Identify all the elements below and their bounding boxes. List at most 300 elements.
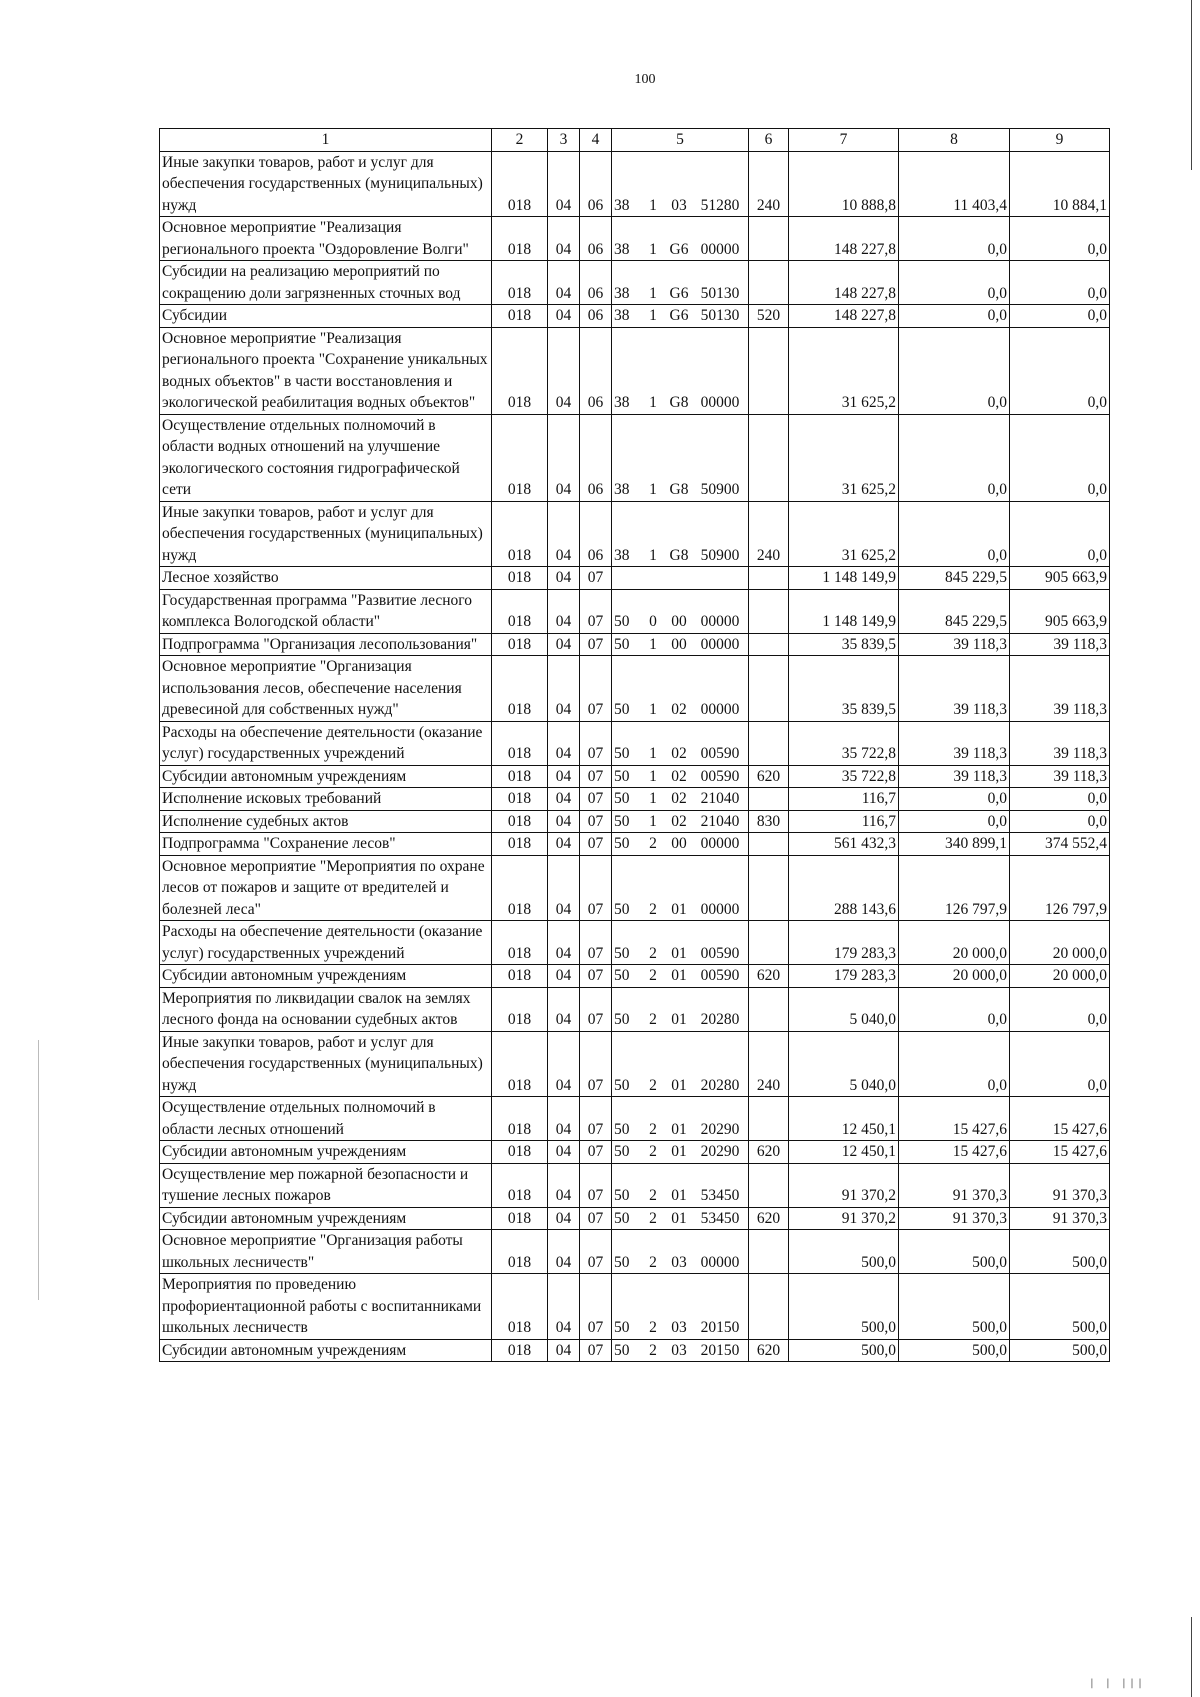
cell-amount-year-2: 39 118,3 (899, 633, 1010, 656)
target-direction: 00000 (700, 701, 740, 718)
cell-ministry-code: 018 (492, 810, 548, 833)
cell-amount-year-3: 0,0 (1010, 1031, 1110, 1097)
target-subprogram: 2 (649, 900, 657, 918)
cell-amount-year-2: 500,0 (899, 1339, 1010, 1362)
table-row (160, 567, 1110, 590)
table-row (160, 217, 1110, 261)
cell-amount-year-1: 35 722,8 (789, 721, 899, 765)
cell-amount-year-3: 10 884,1 (1010, 151, 1110, 217)
cell-amount-year-3: 500,0 (1010, 1274, 1110, 1340)
cell-ministry-code: 018 (492, 151, 548, 217)
target-direction: 50130 (700, 284, 740, 302)
target-activity: 03 (671, 1341, 687, 1359)
target-direction: 50130 (700, 307, 740, 324)
cell-section: 04 (548, 1031, 580, 1097)
row-name: Основное мероприятие "Организация работы школьных лесничеств" (160, 1230, 492, 1274)
cell-amount-year-3: 0,0 (1010, 987, 1110, 1031)
cell-amount-year-2: 0,0 (899, 261, 1010, 305)
target-direction: 20150 (700, 1341, 740, 1359)
target-program: 50 (614, 790, 630, 807)
cell-amount-year-1: 5 040,0 (789, 1031, 899, 1097)
header-cell-2: 2 (492, 129, 548, 152)
cell-section: 04 (548, 1163, 580, 1207)
cell-subsection: 07 (580, 788, 612, 811)
cell-subsection: 07 (580, 1163, 612, 1207)
cell-expense-type (749, 721, 789, 765)
target-activity: 03 (671, 196, 687, 214)
cell-ministry-code: 018 (492, 501, 548, 567)
target-activity: G8 (669, 394, 689, 411)
target-program: 50 (614, 613, 630, 630)
cell-section: 04 (548, 414, 580, 501)
target-subprogram: 1 (649, 635, 657, 653)
target-direction: 00590 (700, 767, 740, 785)
cell-amount-year-1: 179 283,3 (789, 921, 899, 965)
cell-expense-type: 620 (749, 1339, 789, 1362)
cell-amount-year-2: 0,0 (899, 1031, 1010, 1097)
cell-expense-type: 620 (749, 965, 789, 988)
target-activity: 02 (671, 745, 687, 762)
cell-amount-year-3: 374 552,4 (1010, 833, 1110, 856)
target-direction: 00000 (700, 835, 740, 852)
cell-section: 04 (548, 833, 580, 856)
target-activity: G8 (669, 546, 689, 564)
row-name: Мероприятия по ликвидации свалок на землях лесного фонда на основании судебных актов (160, 987, 492, 1031)
cell-amount-year-2: 845 229,5 (899, 589, 1010, 633)
cell-section: 04 (548, 217, 580, 261)
cell-subsection: 07 (580, 721, 612, 765)
scan-edge-mark-bottom (1191, 1617, 1192, 1697)
target-direction: 00000 (700, 1253, 740, 1271)
cell-amount-year-3: 39 118,3 (1010, 656, 1110, 722)
cell-ministry-code: 018 (492, 965, 548, 988)
cell-ministry-code: 018 (492, 656, 548, 722)
table-row (160, 633, 1110, 656)
target-subprogram: 2 (649, 1341, 657, 1359)
cell-amount-year-2: 91 370,3 (899, 1207, 1010, 1230)
cell-ministry-code: 018 (492, 1274, 548, 1340)
target-direction: 00000 (700, 240, 740, 258)
cell-target-article (612, 1230, 749, 1274)
cell-subsection: 06 (580, 261, 612, 305)
cell-section: 04 (548, 589, 580, 633)
cell-amount-year-2: 0,0 (899, 987, 1010, 1031)
cell-ministry-code: 018 (492, 1141, 548, 1164)
target-direction: 00000 (700, 613, 740, 630)
cell-amount-year-3: 0,0 (1010, 327, 1110, 414)
table-row (160, 788, 1110, 811)
cell-amount-year-2: 340 899,1 (899, 833, 1010, 856)
cell-expense-type: 240 (749, 151, 789, 217)
table-row (160, 810, 1110, 833)
target-subprogram: 2 (649, 835, 657, 852)
cell-amount-year-3: 0,0 (1010, 788, 1110, 811)
cell-amount-year-3: 20 000,0 (1010, 965, 1110, 988)
cell-amount-year-3: 500,0 (1010, 1230, 1110, 1274)
cell-amount-year-2: 39 118,3 (899, 656, 1010, 722)
cell-amount-year-3: 126 797,9 (1010, 855, 1110, 921)
target-direction: 20150 (700, 1319, 740, 1336)
target-direction: 20280 (700, 1076, 740, 1094)
cell-amount-year-2: 20 000,0 (899, 921, 1010, 965)
target-activity: 01 (671, 967, 687, 984)
table-row (160, 261, 1110, 305)
cell-subsection: 07 (580, 589, 612, 633)
table-row (160, 855, 1110, 921)
cell-target-article (612, 1141, 749, 1164)
cell-expense-type: 620 (749, 1141, 789, 1164)
row-name: Лесное хозяйство (160, 567, 492, 590)
cell-amount-year-3: 20 000,0 (1010, 921, 1110, 965)
target-direction: 00590 (700, 944, 740, 962)
table-header-row (160, 129, 1110, 152)
cell-section: 04 (548, 305, 580, 328)
header-cell-5: 5 (612, 129, 749, 152)
cell-amount-year-1: 35 839,5 (789, 633, 899, 656)
cell-ministry-code: 018 (492, 765, 548, 788)
cell-expense-type: 240 (749, 1031, 789, 1097)
cell-section: 04 (548, 1207, 580, 1230)
cell-ministry-code: 018 (492, 1163, 548, 1207)
cell-amount-year-2: 126 797,9 (899, 855, 1010, 921)
target-program: 50 (614, 1187, 630, 1204)
cell-subsection: 07 (580, 921, 612, 965)
cell-amount-year-1: 35 722,8 (789, 765, 899, 788)
target-activity: 02 (671, 767, 687, 785)
target-activity: 00 (671, 835, 687, 852)
header-cell-4: 4 (580, 129, 612, 152)
header-cell-7: 7 (789, 129, 899, 152)
cell-section: 04 (548, 1339, 580, 1362)
cell-amount-year-3: 91 370,3 (1010, 1163, 1110, 1207)
cell-target-article (612, 567, 749, 590)
table-row (160, 589, 1110, 633)
cell-target-article (612, 721, 749, 765)
target-subprogram: 2 (649, 1209, 657, 1227)
target-program: 50 (614, 835, 630, 852)
cell-target-article (612, 810, 749, 833)
budget-table-body (160, 129, 1110, 1362)
target-activity: 02 (671, 701, 687, 718)
cell-expense-type: 830 (749, 810, 789, 833)
cell-amount-year-2: 0,0 (899, 501, 1010, 567)
cell-target-article (612, 633, 749, 656)
target-direction: 53450 (700, 1209, 740, 1227)
target-program: 38 (614, 481, 630, 498)
cell-amount-year-1: 179 283,3 (789, 965, 899, 988)
cell-section: 04 (548, 656, 580, 722)
row-name: Субсидии автономным учреждениям (160, 1207, 492, 1230)
cell-amount-year-3: 39 118,3 (1010, 633, 1110, 656)
cell-amount-year-1: 148 227,8 (789, 217, 899, 261)
cell-amount-year-2: 20 000,0 (899, 965, 1010, 988)
table-row (160, 501, 1110, 567)
target-program: 50 (614, 745, 630, 762)
target-subprogram: 2 (649, 1319, 657, 1336)
cell-subsection: 07 (580, 633, 612, 656)
target-direction: 00000 (700, 900, 740, 918)
table-row (160, 414, 1110, 501)
cell-amount-year-3: 905 663,9 (1010, 567, 1110, 590)
row-name: Иные закупки товаров, работ и услуг для обеспечения государственных (муниципальных) нужд (160, 501, 492, 567)
table-row (160, 1207, 1110, 1230)
cell-subsection: 07 (580, 1031, 612, 1097)
table-row (160, 1097, 1110, 1141)
cell-expense-type (749, 921, 789, 965)
cell-target-article (612, 414, 749, 501)
cell-subsection: 07 (580, 656, 612, 722)
target-program: 50 (614, 900, 630, 918)
cell-subsection: 07 (580, 1141, 612, 1164)
table-row (160, 1274, 1110, 1340)
target-subprogram: 1 (649, 790, 657, 807)
cell-ministry-code: 018 (492, 305, 548, 328)
target-activity: 02 (671, 812, 687, 830)
table-row (160, 1339, 1110, 1362)
cell-ministry-code: 018 (492, 721, 548, 765)
cell-section: 04 (548, 567, 580, 590)
target-activity: 03 (671, 1319, 687, 1336)
target-program: 50 (614, 944, 630, 962)
cell-expense-type (749, 656, 789, 722)
cell-amount-year-1: 91 370,2 (789, 1163, 899, 1207)
cell-section: 04 (548, 261, 580, 305)
cell-expense-type: 240 (749, 501, 789, 567)
cell-ministry-code: 018 (492, 589, 548, 633)
target-direction: 21040 (700, 790, 740, 807)
cell-subsection: 07 (580, 855, 612, 921)
header-cell-6: 6 (749, 129, 789, 152)
cell-amount-year-3: 500,0 (1010, 1339, 1110, 1362)
target-program: 50 (614, 1341, 630, 1359)
cell-target-article (612, 987, 749, 1031)
cell-subsection: 07 (580, 1339, 612, 1362)
cell-ministry-code: 018 (492, 327, 548, 414)
page-number: 100 (634, 72, 656, 87)
cell-section: 04 (548, 1141, 580, 1164)
cell-ministry-code: 018 (492, 921, 548, 965)
cell-section: 04 (548, 151, 580, 217)
target-activity: 01 (671, 1076, 687, 1094)
row-name: Государственная программа "Развитие лесного комплекса Вологодской области" (160, 589, 492, 633)
cell-amount-year-1: 91 370,2 (789, 1207, 899, 1230)
cell-subsection: 07 (580, 1097, 612, 1141)
table-row (160, 965, 1110, 988)
cell-section: 04 (548, 965, 580, 988)
target-program: 50 (614, 1209, 630, 1227)
cell-section: 04 (548, 788, 580, 811)
row-name: Субсидии автономным учреждениям (160, 765, 492, 788)
row-name: Исполнение судебных актов (160, 810, 492, 833)
cell-amount-year-1: 116,7 (789, 810, 899, 833)
cell-subsection: 06 (580, 414, 612, 501)
target-program: 50 (614, 1253, 630, 1271)
target-program: 50 (614, 1076, 630, 1094)
cell-amount-year-2: 15 427,6 (899, 1097, 1010, 1141)
cell-amount-year-2: 0,0 (899, 788, 1010, 811)
cell-amount-year-2: 0,0 (899, 810, 1010, 833)
header-cell-9: 9 (1010, 129, 1110, 152)
cell-amount-year-1: 288 143,6 (789, 855, 899, 921)
cell-amount-year-1: 500,0 (789, 1339, 899, 1362)
table-row (160, 833, 1110, 856)
cell-section: 04 (548, 721, 580, 765)
target-direction: 53450 (700, 1187, 740, 1204)
target-program: 38 (614, 546, 630, 564)
table-row (160, 151, 1110, 217)
cell-section: 04 (548, 810, 580, 833)
row-name: Исполнение исковых требований (160, 788, 492, 811)
cell-target-article (612, 217, 749, 261)
target-direction: 20290 (700, 1120, 740, 1138)
table-row (160, 1163, 1110, 1207)
cell-ministry-code: 018 (492, 633, 548, 656)
target-activity: 00 (671, 635, 687, 653)
row-name: Осуществление отдельных полномочий в области водных отношений на улучшение экологического состояния гидрографической сети (160, 414, 492, 501)
cell-amount-year-1: 116,7 (789, 788, 899, 811)
target-activity: 01 (671, 1143, 687, 1160)
header-cell-1: 1 (160, 129, 492, 152)
cell-amount-year-3: 39 118,3 (1010, 765, 1110, 788)
cell-expense-type (749, 1274, 789, 1340)
cell-target-article (612, 501, 749, 567)
target-program: 50 (614, 701, 630, 718)
cell-ministry-code: 018 (492, 788, 548, 811)
row-name: Расходы на обеспечение деятельности (оказание услуг) государственных учреждений (160, 921, 492, 965)
table-row (160, 721, 1110, 765)
cell-target-article (612, 921, 749, 965)
cell-expense-type (749, 788, 789, 811)
cell-amount-year-2: 0,0 (899, 305, 1010, 328)
cell-subsection: 07 (580, 987, 612, 1031)
cell-expense-type (749, 589, 789, 633)
cell-amount-year-1: 12 450,1 (789, 1141, 899, 1164)
target-activity: 00 (671, 613, 687, 630)
cell-target-article (612, 1097, 749, 1141)
target-subprogram: 2 (649, 944, 657, 962)
row-name: Основное мероприятие "Мероприятия по охране лесов от пожаров и защите от вредителей и болезней леса" (160, 855, 492, 921)
cell-amount-year-2: 0,0 (899, 217, 1010, 261)
target-program: 50 (614, 767, 630, 785)
target-activity: G8 (669, 481, 689, 498)
row-name: Подпрограмма "Организация лесопользования" (160, 633, 492, 656)
cell-expense-type (749, 855, 789, 921)
cell-target-article (612, 261, 749, 305)
table-row (160, 921, 1110, 965)
cell-ministry-code: 018 (492, 1097, 548, 1141)
cell-amount-year-1: 12 450,1 (789, 1097, 899, 1141)
target-activity: 01 (671, 1209, 687, 1227)
cell-ministry-code: 018 (492, 567, 548, 590)
row-name: Субсидии (160, 305, 492, 328)
target-program: 50 (614, 1011, 630, 1028)
cell-amount-year-3: 0,0 (1010, 501, 1110, 567)
cell-expense-type (749, 1230, 789, 1274)
cell-subsection: 06 (580, 151, 612, 217)
row-name: Основное мероприятие "Реализация регионального проекта "Оздоровление Волги" (160, 217, 492, 261)
cell-section: 04 (548, 765, 580, 788)
target-subprogram: 2 (649, 1120, 657, 1138)
cell-target-article (612, 1274, 749, 1340)
cell-amount-year-1: 31 625,2 (789, 501, 899, 567)
cell-amount-year-2: 91 370,3 (899, 1163, 1010, 1207)
cell-amount-year-1: 5 040,0 (789, 987, 899, 1031)
scan-margin-mark (38, 1040, 39, 1300)
target-program: 50 (614, 1143, 630, 1160)
target-program: 38 (614, 394, 630, 411)
cell-target-article (612, 327, 749, 414)
row-name: Подпрограмма "Сохранение лесов" (160, 833, 492, 856)
cell-amount-year-1: 31 625,2 (789, 414, 899, 501)
cell-section: 04 (548, 987, 580, 1031)
target-subprogram: 1 (649, 812, 657, 830)
target-direction: 00590 (700, 745, 740, 762)
target-direction: 00590 (700, 967, 740, 984)
row-name: Основное мероприятие "Реализация регионального проекта "Сохранение уникальных водных объектов" в части восстановления и экологической реабилитация водных объектов" (160, 327, 492, 414)
cell-subsection: 07 (580, 1274, 612, 1340)
cell-ministry-code: 018 (492, 855, 548, 921)
cell-amount-year-2: 0,0 (899, 414, 1010, 501)
cell-ministry-code: 018 (492, 217, 548, 261)
cell-expense-type (749, 217, 789, 261)
cell-amount-year-1: 561 432,3 (789, 833, 899, 856)
cell-section: 04 (548, 1097, 580, 1141)
budget-table (159, 128, 1110, 1362)
row-name: Субсидии автономным учреждениям (160, 965, 492, 988)
target-subprogram: 1 (649, 745, 657, 762)
cell-expense-type (749, 327, 789, 414)
cell-amount-year-3: 39 118,3 (1010, 721, 1110, 765)
cell-ministry-code: 018 (492, 1339, 548, 1362)
row-name: Субсидии на реализацию мероприятий по сокращению доли загрязненных сточных вод (160, 261, 492, 305)
cell-amount-year-2: 39 118,3 (899, 721, 1010, 765)
cell-expense-type (749, 987, 789, 1031)
cell-subsection: 07 (580, 567, 612, 590)
cell-target-article (612, 1339, 749, 1362)
target-subprogram: 2 (649, 1011, 657, 1028)
target-activity: 02 (671, 790, 687, 807)
table-row (160, 1031, 1110, 1097)
cell-amount-year-1: 148 227,8 (789, 261, 899, 305)
row-name: Субсидии автономным учреждениям (160, 1141, 492, 1164)
table-row (160, 327, 1110, 414)
target-program: 50 (614, 967, 630, 984)
cell-expense-type (749, 414, 789, 501)
target-subprogram: 1 (649, 394, 657, 411)
cell-amount-year-3: 905 663,9 (1010, 589, 1110, 633)
cell-target-article (612, 589, 749, 633)
target-activity: 01 (671, 1011, 687, 1028)
target-direction: 51280 (700, 196, 740, 214)
row-name: Иные закупки товаров, работ и услуг для обеспечения государственных (муниципальных) нужд (160, 151, 492, 217)
cell-subsection: 06 (580, 501, 612, 567)
cell-target-article (612, 656, 749, 722)
cell-amount-year-1: 148 227,8 (789, 305, 899, 328)
cell-ministry-code: 018 (492, 1031, 548, 1097)
target-program: 38 (614, 196, 630, 214)
row-name: Субсидии автономным учреждениям (160, 1339, 492, 1362)
target-direction: 20280 (700, 1011, 740, 1028)
cell-expense-type: 620 (749, 765, 789, 788)
cell-section: 04 (548, 1230, 580, 1274)
cell-amount-year-2: 500,0 (899, 1230, 1010, 1274)
cell-ministry-code: 018 (492, 833, 548, 856)
cell-amount-year-2: 500,0 (899, 1274, 1010, 1340)
row-name: Иные закупки товаров, работ и услуг для обеспечения государственных (муниципальных) нужд (160, 1031, 492, 1097)
cell-ministry-code: 018 (492, 1207, 548, 1230)
target-direction: 00000 (700, 394, 740, 411)
cell-section: 04 (548, 921, 580, 965)
